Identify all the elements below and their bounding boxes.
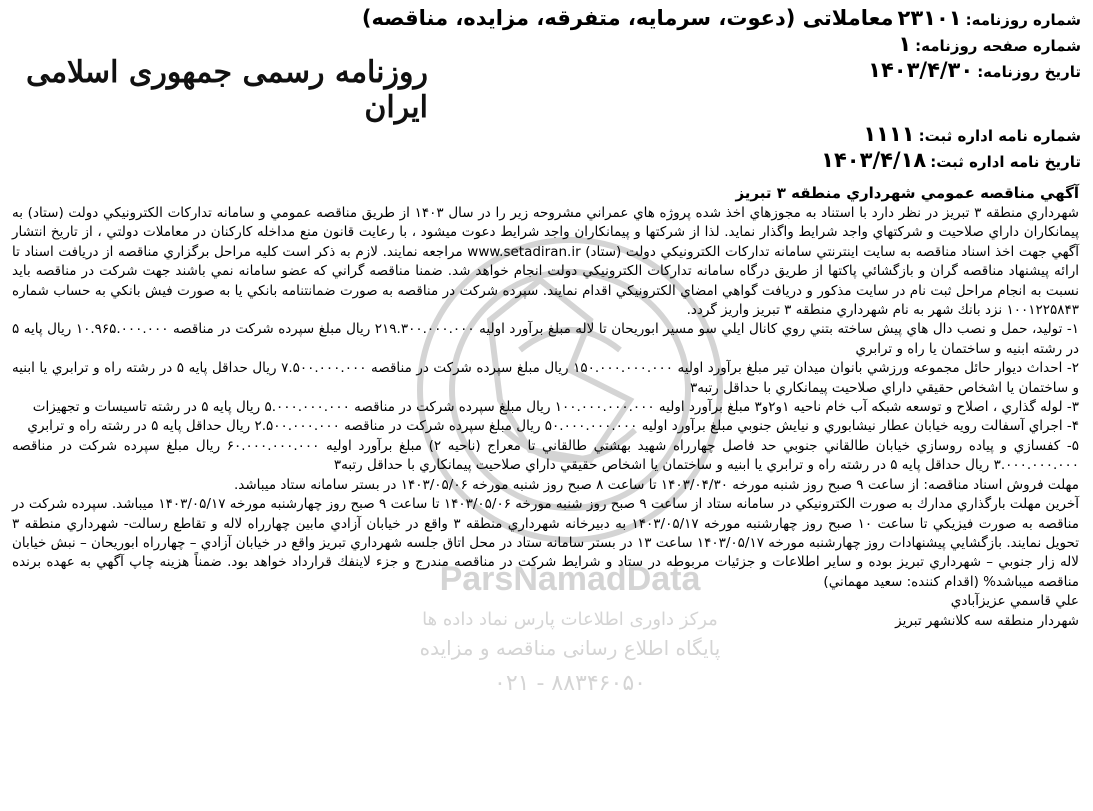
registry-date-value: ۱۴۰۳/۴/۱۸: [821, 148, 927, 172]
registry-date-label: تاریخ نامه اداره ثبت:: [930, 153, 1081, 171]
newspaper-masthead: روزنامه رسمی جمهوری اسلامی ایران: [25, 55, 428, 125]
notice-item-3: ۳- لوله گذاري ، اصلاح و توسعه شبكه آب خام ناحيه ۱و۲و۳ مبلغ برآورد اوليه ۱۰۰.۰۰۰.۰۰۰.۰۰۰ ريال مبلغ سپرده شركت در مناقصه ۵.۰۰۰.۰۰۰.۰۰۰ ريال پايه ۵ در رشته تاسيسات و تجهيزات: [32, 399, 1079, 416]
signature-name: علي قاسمي عزيزآبادي: [950, 593, 1079, 610]
issue-row: [361, 6, 1081, 32]
page-row: [361, 32, 1081, 58]
notice-item-4: ۴- اجراي آسفالت رويه خيابان عطار نيشابوري و نيايش جنوبي مبلغ برآورد اوليه ۵۰.۰۰۰.۰۰۰.۰۰۰ ريال مبلغ سپرده شركت در مناقصه ۲.۵۰۰.۰۰۰.۰۰۰ ريال حداقل پايه ۵ در رشته راه و ترابري: [27, 418, 1079, 435]
issue-number: ۲۳۱۰۱: [897, 6, 962, 30]
date-value: ۱۴۰۳/۴/۳۰: [868, 58, 974, 82]
notice-body: [12, 182, 1079, 631]
date-label: تاریخ روزنامه:: [977, 63, 1081, 81]
notice-title: آگهي مناقصه عمومي شهرداري منطقه ۳ تبريز: [735, 184, 1079, 202]
page-label: شماره صفحه روزنامه:: [915, 37, 1081, 55]
registry-number-value: ۱۱۱۱: [863, 122, 915, 146]
watermark-line-1: مرکز داوری اطلاعات پارس نماد داده ها: [422, 609, 718, 630]
signature-title: شهردار منطقه سه كلانشهر تبريز: [895, 612, 1079, 629]
issue-label: شماره روزنامه:: [965, 11, 1081, 29]
document-sale-deadline: مهلت فروش اسناد مناقصه: از ساعت ۹ صبح روز شنبه مورخه ۱۴۰۳/۰۴/۳۰ تا ساعت ۸ صبح روز شنبه مورخه ۱۴۰۳/۰۵/۰۶ در بستر سامانه ستاد ميباشد.: [233, 476, 1079, 493]
notice-intro: شهرداري منطقه ۳ تبريز در نظر دارد با استناد به مجوزهاي اخذ شده پروژه هاي عمراني مشروحه زير را در سال ۱۴۰۳ از طريق مناقصه عمومي و سامانه تداركات الكترونيكي دولت (ستاد) به پيمانكاران داراي صلاحيت و شركتهاي واجد شرايط واگذار نمايد. لذا از شركتها و پيمانكاران واجد شرايط دعوت ميشود ، با رعايت قانون منع مداخله كاركنان در معاملات دولتي ، از تاريخ انتشار آگهي جهت اخذ اسناد مناقصه به سايت اينترنتي سامانه تداركات الكترونيكي دولت (ستاد) www.setadiran.ir مراجعه نمايند. لازم به ذكر است كليه مراحل برگزاري مناقصه از دريافت اسناد تا ارائه پيشنهاد مناقصه گران و بازگشائي پاكتها از طريق درگاه سامانه تداركات الكترونيكي دولت انجام خواهد شد. ضمنا مناقصه گراني كه عضو سامانه نمي باشند جهت شركت در مناقصه بايد نسبت به انجام مراحل ثبت نام در سايت مذكور و دريافت گواهي امضاي الكترونيكي اقدام نمايند. سپرده شركت در مناقصه به صورت ضمانتنامه بانكي يا به صورت فيش بانكي به حساب شماره ۱۰۰۱۲۲۵۸۴۳ نزد بانك شهر به نام شهرداري منطقه ۳ تبريز واريز گردد.: [12, 205, 1079, 319]
notice-item-5: ۵- كفسازي و پياده روسازي خيابان طالقاني جنوبي حد فاصل چهارراه شهيد بهشتي طالقاني تا معراج (ناحيه ۲) مبلغ برآورد اوليه ۶۰.۰۰۰.۰۰۰.۰۰۰ ريال مبلغ سپرده شركت در مناقصه ۳.۰۰۰.۰۰۰.۰۰۰ ريال حداقل پايه ۵ در رشته راه و ترابري يا ابنيه و ساختمان يا اشخاص حقيقي داراي صلاحيت پيمانكاري با حداقل رتبه۳: [12, 437, 1079, 474]
watermark-line-2: پایگاه اطلاع رسانی مناقصه و مزایده: [419, 636, 721, 660]
registry-date-row: [361, 148, 1081, 174]
header-meta: [361, 6, 1081, 174]
notice-item-1: ۱- توليد، حمل و نصب دال هاي پيش ساخته بتني روي كانال ايلي سو مسير ابوريحان تا لاله مبلغ برآورد اوليه ۲۱۹.۳۰۰.۰۰۰.۰۰۰ ريال مبلغ سپرده شركت در مناقصه ۱۰.۹۶۵.۰۰۰.۰۰۰ ريال پايه ۵ در رشته ابنيه و ساختمان يا راه و ترابري: [12, 321, 1079, 357]
registry-number-row: [361, 122, 1081, 148]
registry-number-label: شماره نامه اداره ثبت:: [918, 127, 1081, 145]
submission-deadline: آخرين مهلت بارگذاري مدارك به صورت الكترونيكي در سامانه ستاد از ساعت ۹ صبح روز شنبه مورخه ۱۴۰۳/۰۵/۰۶ تا ساعت ۹ صبح روز چهارشنبه مورخه ۱۴۰۳/۰۵/۱۷ ميباشد. سپرده شركت در مناقصه به صورت فيزيكي تا ساعت ۱۰ صبح روز چهارشنبه مورخه ۱۴۰۳/۰۵/۱۷ به دبيرخانه شهرداري منطقه ۳ واقع در خيابان آزادي مابين چهارراه لاله و تقاطع رسالت- شهرداري منطقه ۳ تحويل نمايند. بازگشايي پيشنهادات روز چهارشنبه مورخه ۱۴۰۳/۰۵/۱۷ ساعت ۱۳ در بستر سامانه ستاد در محل اتاق جلسه شهرداري تبريز واقع در خيابان آزادي – چهارراه ابوريحان – نبش خيابان لاله زار جنوبي – شهرداري تبريز بوده و ساير اطلاعات و جزئيات مربوطه در ستاد و شرايط شركت در مناقصه مندرج و جزء لاينفك قرارداد خواهد بود. ضمناً هزينه چاپ آگهي به عهده برنده مناقصه ميباشد% (اقدام كننده: سعيد مهماني): [12, 496, 1079, 590]
issue-subject: معاملاتی (دعوت، سرمایه، متفرقه، مزایده، مناقصه): [361, 6, 894, 30]
date-row: [361, 58, 1081, 84]
page-number: ۱: [898, 32, 912, 56]
watermark-brand: ParsNamadData: [439, 560, 701, 598]
notice-item-2: ۲- احداث ديوار حائل مجموعه ورزشي بانوان ميدان تير مبلغ برآورد اوليه ۱۵۰.۰۰۰.۰۰۰.۰۰۰ ريال مبلغ سپرده شركت در مناقصه ۷.۵۰۰.۰۰۰.۰۰۰ ريال حداقل پايه ۵ در رشته راه و ترابري يا ابنيه و ساختمان يا اشخاص حقيقي داراي صلاحيت پيمانكاري با حداقل رتبه۳: [12, 360, 1080, 396]
watermark-phone: ۰۲۱ - ۸۸۳۴۶۰۵۰: [494, 671, 646, 696]
